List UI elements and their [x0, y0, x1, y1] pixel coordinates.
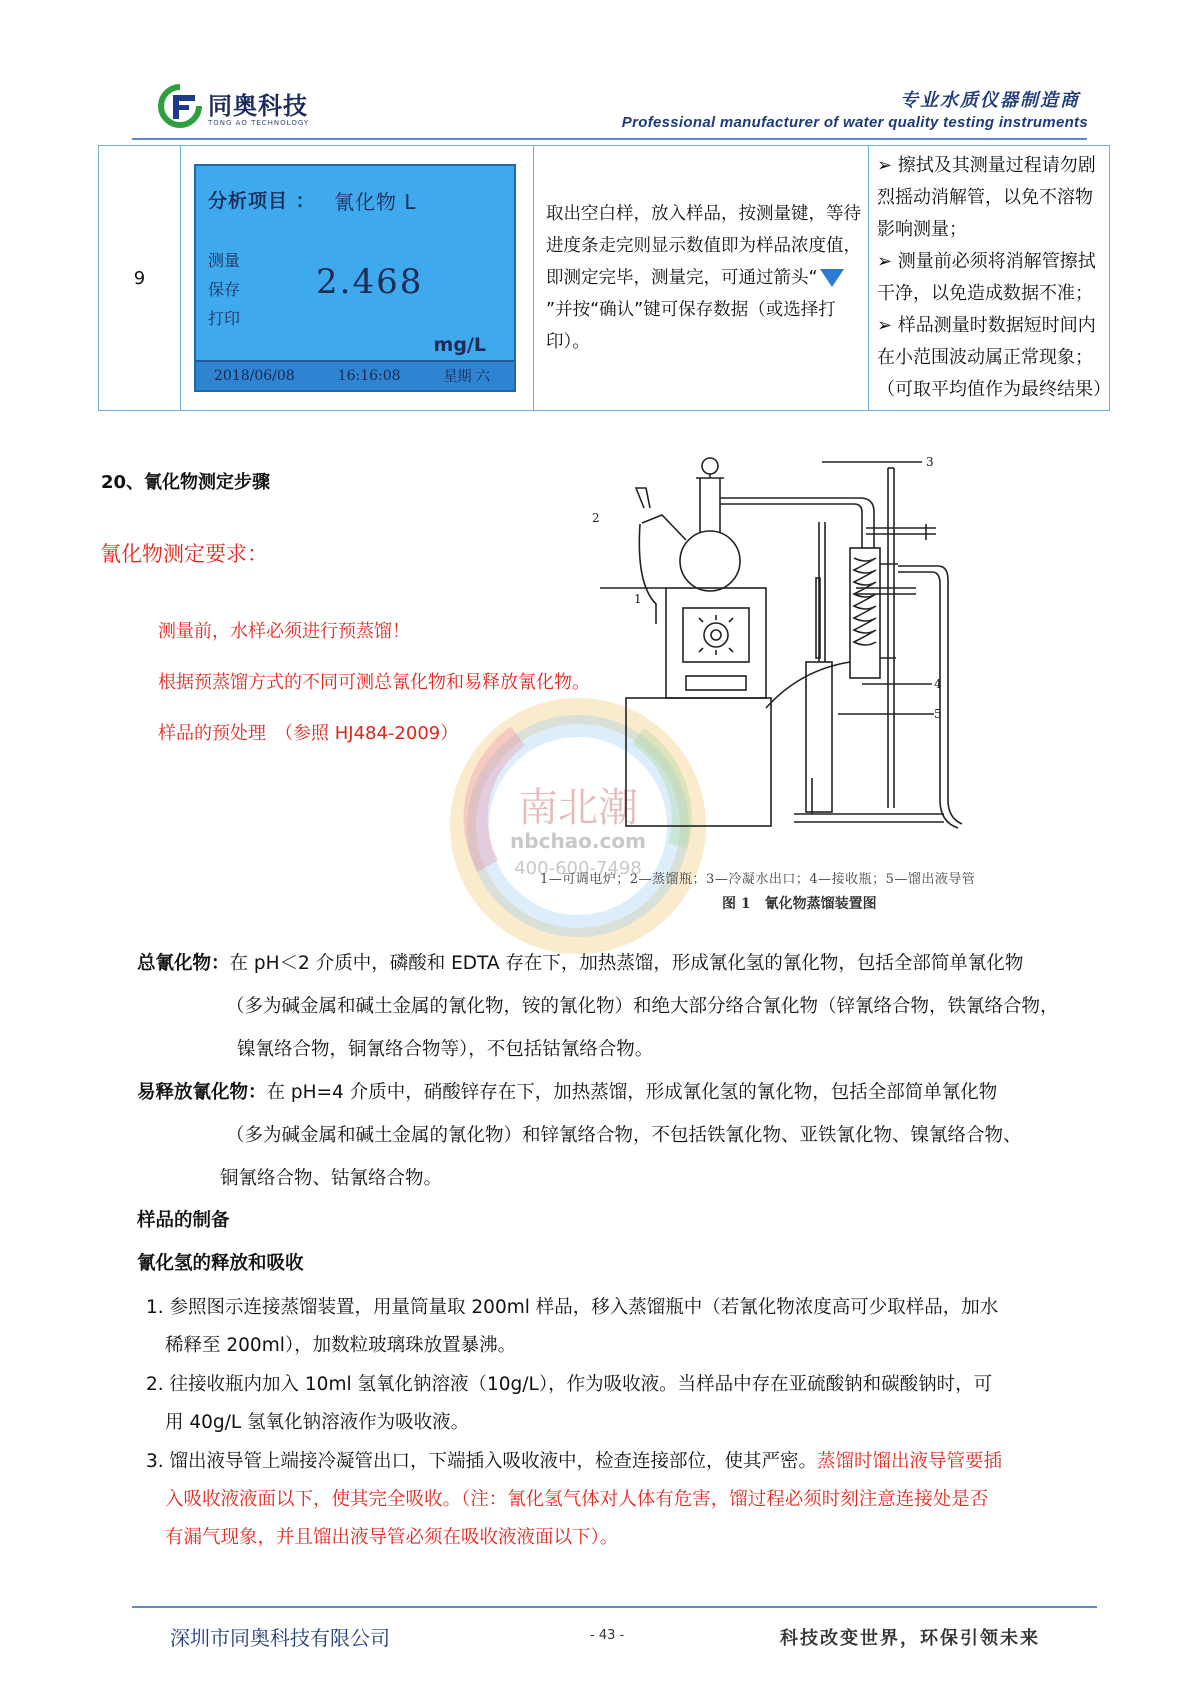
total-cyanide-label: 总氰化物： — [137, 953, 230, 974]
watermark-name: 南北潮 — [518, 785, 638, 831]
callout-1: 1 — [634, 592, 642, 606]
prep-step-3-line2: 入吸收液液面以下，使其完全吸收。（注：氰化氢气体对人体有危害，馏过程必须时刻注意连接处是否 — [165, 1489, 989, 1510]
callout-4: 4 — [934, 677, 942, 691]
instruction-text-b: ”并按“确认”键可保存数据（或选择打印）。 — [546, 300, 836, 352]
down-arrow-icon — [820, 269, 844, 287]
callout-3: 3 — [926, 455, 934, 469]
logo-text: 同奥科技 — [208, 91, 308, 120]
easy-cyanide-line1 — [137, 1077, 997, 1109]
prep-step-3-warning: 蒸馏时馏出液导管要插 — [817, 1451, 1003, 1472]
screen-item-label: 分析项目 ： — [208, 189, 316, 212]
preparation-subheading: 氰化氢的释放和吸收 — [137, 1253, 304, 1274]
footer-slogan: 科技改变世界，环保引领未来 — [780, 1628, 1040, 1649]
prep-step-2-line1: 2. 往接收瓶内加入 10ml 氢氧化钠溶液（10g/L），作为吸收液。当样品中存在亚硫酸钠和碳酸钠时，可 — [146, 1374, 993, 1395]
prep-step-1-line1: 1. 参照图示连接蒸馏装置，用量筒量取 200ml 样品，移入蒸馏瓶中（若氰化物浓度高可少取样品，加水 — [146, 1297, 999, 1318]
instruction-text-a: 取出空白样，放入样品，按测量键，等待进度条走完则显示数值即为样品浓度值，即测定完毕，测量完，可通过箭头“ — [546, 204, 861, 288]
step-table — [98, 145, 1110, 411]
easy-cyanide-line2: （多为碱金属和碱土金属的氰化物）和锌氰络合物，不包括铁氰化物、亚铁氰化物、镍氰络合物、 — [226, 1125, 1022, 1146]
screen-value: 2.468 — [316, 261, 424, 302]
callout-2: 2 — [592, 511, 600, 525]
screen-menu-measure: 测量 — [208, 250, 241, 270]
watermark-site: nbchao.com — [510, 829, 646, 853]
prep-step-3-line3: 有漏气现象，并且馏出液导管必须在吸收液液面以下）。 — [165, 1527, 619, 1548]
easy-cyanide-label: 易释放氰化物： — [137, 1082, 267, 1103]
screen-time: 16:16:08 — [337, 367, 401, 384]
header-tagline-cn: 专业水质仪器制造商 — [900, 90, 1080, 111]
requirement-item: 测量前，水样必须进行预蒸馏！ — [158, 621, 410, 642]
preparation-heading: 样品的制备 — [137, 1210, 230, 1231]
prep-step-3-text: 3. 馏出液导管上端接冷凝管出口，下端插入吸收液中，检查连接部位，使其严密。 — [146, 1451, 818, 1472]
screen-menu-save: 保存 — [208, 279, 241, 299]
screen-status-bar — [196, 360, 514, 390]
company-logo — [158, 84, 309, 128]
requirements-title: 氰化物测定要求： — [100, 542, 268, 566]
total-cyanide-line3: 镍氰络合物，铜氰络合物等），不包括钴氰络合物。 — [237, 1039, 654, 1060]
requirement-item: 样品的预处理 （参照 HJ484-2009） — [158, 723, 459, 744]
logo-subtext: TONG AO TECHNOLOGY — [208, 118, 310, 127]
screen-unit: mg/L — [433, 333, 486, 356]
header-divider — [132, 138, 1087, 140]
note-item: ➢ 样品测量时数据短时间内在小范围波动属正常现象；（可取平均值作为最终结果） — [877, 315, 1111, 400]
figure-legend: 1—可调电炉；2—蒸馏瓶；3—冷凝水出口；4—接收瓶；5—馏出液导管 — [540, 872, 976, 887]
prep-step-2-line2: 用 40g/L 氢氧化钠溶液作为吸收液。 — [165, 1412, 470, 1433]
screen-cell — [181, 146, 534, 411]
easy-cyanide-text: 在 pH=4 介质中，硝酸锌存在下，加热蒸馏，形成氰化氢的氰化物，包括全部简单氰化物 — [266, 1082, 998, 1103]
easy-cyanide-line3: 铜氰络合物、钴氰络合物。 — [220, 1168, 443, 1189]
watermark-phone: 400-600-7498 — [514, 858, 642, 879]
footer-page-number: - 43 - — [590, 1628, 625, 1643]
requirement-item: 根据预蒸馏方式的不同可测总氰化物和易释放氰化物。 — [158, 672, 590, 693]
distillation-apparatus-icon — [592, 448, 1106, 928]
screen-date: 2018/06/08 — [214, 367, 295, 384]
screen-weekday: 星期 六 — [443, 368, 490, 385]
header-tagline-en: Professional manufacturer of water quality testing instruments — [621, 114, 1088, 131]
prep-step-1-line2: 稀释至 200ml），加数粒玻璃珠放置暴沸。 — [165, 1335, 517, 1356]
figure-caption: 图 1 氰化物蒸馏装置图 — [722, 896, 877, 912]
distillation-diagram — [592, 448, 1106, 928]
total-cyanide-line2: （多为碱金属和碱土金属的氰化物，铵的氰化物）和绝大部分络合氰化物（锌氰络合物，铁氰络合物， — [226, 996, 1059, 1017]
device-screen — [194, 164, 516, 392]
notes-cell — [869, 146, 1110, 411]
footer-divider — [132, 1606, 1097, 1608]
screen-menu-print: 打印 — [208, 308, 241, 328]
step-number: 9 — [99, 146, 181, 411]
table-row — [99, 146, 1110, 411]
note-item: ➢ 测量前必须将消解管擦拭干净，以免造成数据不准； — [877, 251, 1096, 304]
total-cyanide-line1 — [137, 948, 1023, 980]
total-cyanide-text: 在 pH＜2 介质中，磷酸和 EDTA 存在下，加热蒸馏，形成氰化氢的氰化物，包括全部简单氰化物 — [229, 953, 1024, 974]
footer-company: 深圳市同奥科技有限公司 — [170, 1626, 390, 1650]
screen-item-value: 氰化物 L — [334, 189, 417, 214]
section-title: 20、氰化物测定步骤 — [101, 472, 271, 493]
prep-step-3-line1 — [146, 1446, 1002, 1478]
instruction-cell — [534, 146, 869, 411]
note-item: ➢ 擦拭及其测量过程请勿剧烈摇动消解管，以免不溶物影响测量； — [877, 155, 1096, 240]
logo-icon — [158, 84, 202, 128]
callout-5: 5 — [934, 707, 942, 721]
